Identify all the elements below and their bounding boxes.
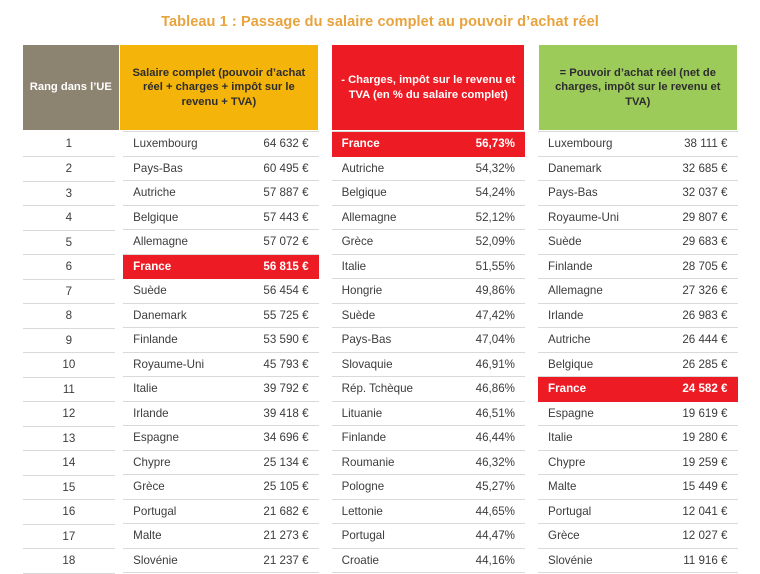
power-country: Irlande [548, 308, 584, 322]
charges-country: Pologne [341, 480, 385, 494]
salary-country: France [133, 259, 172, 273]
salary-country: Suède [133, 284, 167, 298]
charges-country: Croatie [341, 553, 379, 567]
charges-cell [332, 304, 525, 329]
salary-value: 25 105 € [263, 480, 309, 494]
column-gap [319, 377, 332, 402]
salary-value: 55 725 € [263, 308, 309, 322]
salary-cell [119, 157, 318, 182]
power-value: 26 285 € [682, 357, 728, 371]
charges-cell [332, 475, 525, 500]
rank-cell: 13 [23, 426, 120, 451]
column-gap [525, 157, 538, 182]
power-value: 26 983 € [682, 308, 728, 322]
header-charges: - Charges, impôt sur le revenu et TVA (en % du salaire complet) [332, 45, 525, 131]
column-gap [319, 304, 332, 329]
table-row [23, 377, 738, 402]
power-cell [538, 131, 737, 157]
page-title: Tableau 1 : Passage du salaire complet au pouvoir d’achat réel [161, 14, 599, 30]
table-row [23, 549, 738, 574]
salary-value: 34 696 € [263, 431, 309, 445]
power-cell [538, 402, 737, 427]
column-gap [319, 328, 332, 353]
power-value: 26 444 € [682, 333, 728, 347]
salary-country: Finlande [133, 333, 178, 347]
power-country: Portugal [548, 504, 592, 518]
charges-value: 49,86% [475, 284, 515, 298]
power-cell [538, 304, 737, 329]
charges-value: 46,44% [475, 431, 515, 445]
power-country: Royaume-Uni [548, 210, 619, 224]
power-cell [538, 181, 737, 206]
power-cell [538, 426, 737, 451]
table-row [23, 353, 738, 378]
charges-cell [332, 500, 525, 525]
power-cell [538, 377, 737, 402]
salary-cell [119, 255, 318, 280]
charges-cell [332, 279, 525, 304]
column-gap [319, 255, 332, 280]
power-country: Suède [548, 235, 582, 249]
table-row [23, 426, 738, 451]
power-country: Allemagne [548, 284, 603, 298]
power-country: Espagne [548, 406, 594, 420]
salary-value: 39 418 € [263, 406, 309, 420]
charges-cell [332, 549, 525, 574]
charges-country: Lituanie [341, 406, 383, 420]
charges-cell [332, 328, 525, 353]
salary-country: Danemark [133, 308, 187, 322]
rank-cell: 7 [23, 279, 120, 304]
charges-cell [332, 524, 525, 549]
charges-value: 44,65% [475, 504, 515, 518]
salary-cell [119, 181, 318, 206]
rank-cell: 1 [23, 131, 120, 157]
charges-cell [332, 181, 525, 206]
power-cell [538, 475, 737, 500]
salary-cell [119, 304, 318, 329]
header-row [23, 45, 738, 131]
column-gap [319, 157, 332, 182]
salary-value: 60 495 € [263, 161, 309, 175]
salary-cell [119, 426, 318, 451]
column-gap [319, 426, 332, 451]
header-gap-2 [525, 45, 538, 131]
salary-cell [119, 451, 318, 476]
column-gap [319, 549, 332, 574]
column-gap [319, 230, 332, 255]
table-header [23, 45, 738, 131]
rank-cell: 9 [23, 328, 120, 353]
power-value: 12 027 € [682, 529, 728, 543]
power-value: 29 807 € [682, 210, 728, 224]
charges-value: 47,42% [475, 308, 515, 322]
salary-country: Royaume-Uni [133, 357, 205, 371]
power-value: 19 619 € [682, 406, 728, 420]
power-country: Grèce [548, 529, 580, 543]
column-gap [525, 304, 538, 329]
column-gap [525, 451, 538, 476]
charges-country: Suède [341, 308, 376, 322]
rank-cell: 10 [23, 353, 120, 378]
column-gap [525, 131, 538, 157]
salary-cell [119, 377, 318, 402]
power-country: Pays-Bas [548, 186, 598, 200]
charges-cell [332, 131, 525, 157]
rank-cell: 15 [23, 475, 120, 500]
column-gap [525, 500, 538, 525]
power-cell [538, 157, 737, 182]
table-row [23, 500, 738, 525]
rank-cell: 3 [23, 181, 120, 206]
rank-cell: 16 [23, 500, 120, 525]
power-cell [538, 279, 737, 304]
charges-value: 52,09% [475, 235, 515, 249]
salary-value: 21 237 € [263, 553, 309, 567]
power-value: 15 449 € [682, 480, 728, 494]
salary-country: Pays-Bas [133, 161, 183, 175]
column-gap [525, 328, 538, 353]
table-row [23, 304, 738, 329]
charges-value: 52,12% [475, 210, 515, 224]
power-value: 32 685 € [682, 161, 728, 175]
table-row [23, 402, 738, 427]
charges-cell [332, 377, 525, 402]
column-gap [319, 500, 332, 525]
charges-country: Allemagne [341, 210, 397, 224]
power-value: 19 259 € [682, 455, 728, 469]
salary-value: 57 443 € [263, 210, 309, 224]
header-power: = Pouvoir d’achat réel (net de charges, impôt sur le revenu et TVA) [538, 45, 737, 131]
salary-value: 45 793 € [263, 357, 309, 371]
power-country: Belgique [548, 357, 594, 371]
salary-country: Slovénie [133, 553, 178, 567]
salary-cell [119, 230, 318, 255]
power-value: 12 041 € [682, 504, 728, 518]
salary-value: 53 590 € [263, 333, 309, 347]
charges-cell [332, 451, 525, 476]
rank-cell: 18 [23, 549, 120, 574]
charges-value: 54,24% [475, 186, 515, 200]
salary-cell [119, 206, 318, 231]
power-cell [538, 500, 737, 525]
charges-value: 46,91% [475, 357, 515, 371]
power-value: 11 916 € [683, 553, 728, 567]
power-value: 19 280 € [682, 431, 728, 445]
rank-cell: 8 [23, 304, 120, 329]
power-country: Danemark [548, 161, 602, 175]
column-gap [525, 475, 538, 500]
power-value: 28 705 € [682, 259, 728, 273]
column-gap [525, 402, 538, 427]
charges-value: 46,32% [475, 455, 515, 469]
charges-country: Hongrie [341, 284, 383, 298]
column-gap [525, 230, 538, 255]
charges-country: Pays-Bas [341, 333, 392, 347]
salary-cell [119, 475, 318, 500]
salary-country: Irlande [133, 406, 169, 420]
rank-cell: 6 [23, 255, 120, 280]
salary-cell [119, 524, 318, 549]
header-rank: Rang dans l’UE [23, 45, 120, 131]
power-cell [538, 230, 737, 255]
power-value: 24 582 € [682, 382, 728, 396]
charges-country: Rép. Tchèque [341, 382, 413, 396]
salary-value: 56 815 € [263, 259, 309, 273]
salary-country: Chypre [133, 455, 171, 469]
power-country: Malte [548, 480, 577, 494]
power-country: Finlande [548, 259, 593, 273]
charges-country: Slovaquie [341, 357, 393, 371]
column-gap [525, 255, 538, 280]
charges-country: Grèce [341, 235, 374, 249]
table-row [23, 279, 738, 304]
salary-country: Portugal [133, 504, 177, 518]
charges-cell [332, 353, 525, 378]
salary-value: 56 454 € [263, 284, 309, 298]
rank-cell: 12 [23, 402, 120, 427]
salary-country: Luxembourg [133, 137, 198, 151]
salary-country: Malte [133, 529, 162, 543]
charges-cell [332, 402, 525, 427]
power-country: Chypre [548, 455, 586, 469]
rank-cell: 14 [23, 451, 120, 476]
salary-country: Grèce [133, 480, 165, 494]
power-country: Luxembourg [548, 137, 613, 151]
charges-value: 54,32% [475, 161, 515, 175]
table-row [23, 181, 738, 206]
power-cell [538, 353, 737, 378]
column-gap [319, 181, 332, 206]
main-table [22, 44, 738, 574]
power-cell [538, 451, 737, 476]
header-gap-1 [319, 45, 332, 131]
salary-value: 57 887 € [263, 186, 309, 200]
charges-country: Roumanie [341, 455, 395, 469]
charges-cell [332, 255, 525, 280]
salary-value: 57 072 € [263, 235, 309, 249]
column-gap [525, 353, 538, 378]
power-cell [538, 328, 737, 353]
charges-cell [332, 206, 525, 231]
rank-cell: 5 [23, 230, 120, 255]
column-gap [319, 206, 332, 231]
power-country: Slovénie [548, 553, 593, 567]
table-row [23, 230, 738, 255]
charges-value: 51,55% [475, 259, 515, 273]
salary-cell [119, 500, 318, 525]
column-gap [525, 426, 538, 451]
table-row [23, 255, 738, 280]
charges-cell [332, 426, 525, 451]
rank-cell: 4 [23, 206, 120, 231]
rank-cell: 2 [23, 157, 120, 182]
charges-country: France [341, 137, 380, 151]
power-cell [538, 206, 737, 231]
column-gap [525, 181, 538, 206]
table-row [23, 475, 738, 500]
salary-value: 39 792 € [263, 382, 309, 396]
salary-country: Belgique [133, 210, 179, 224]
rank-cell: 11 [23, 377, 120, 402]
charges-country: Italie [341, 259, 367, 273]
power-value: 27 326 € [682, 284, 728, 298]
column-gap [525, 524, 538, 549]
table-row [23, 206, 738, 231]
charges-cell [332, 157, 525, 182]
table-body [23, 131, 738, 574]
salary-value: 21 273 € [263, 529, 309, 543]
table-row [23, 157, 738, 182]
column-gap [319, 475, 332, 500]
rank-cell: 17 [23, 524, 120, 549]
column-gap [525, 206, 538, 231]
column-gap [525, 279, 538, 304]
charges-country: Autriche [341, 161, 385, 175]
salary-value: 64 632 € [263, 137, 309, 151]
column-gap [319, 524, 332, 549]
column-gap [319, 402, 332, 427]
power-country: France [548, 382, 587, 396]
power-country: Autriche [548, 333, 591, 347]
salary-country: Allemagne [133, 235, 188, 249]
charges-country: Belgique [341, 186, 387, 200]
salary-value: 25 134 € [263, 455, 309, 469]
table-row [23, 524, 738, 549]
charges-country: Finlande [341, 431, 387, 445]
salary-country: Autriche [133, 186, 176, 200]
charges-cell [332, 230, 525, 255]
table-row [23, 131, 738, 157]
table-row [23, 451, 738, 476]
power-cell [538, 524, 737, 549]
header-salary: Salaire complet (pouvoir d’achat réel + charges + impôt sur le revenu + TVA) [119, 45, 318, 131]
salary-cell [119, 131, 318, 157]
column-gap [319, 451, 332, 476]
salary-cell [119, 279, 318, 304]
salary-country: Italie [133, 382, 158, 396]
power-value: 38 111 € [684, 137, 728, 151]
salary-country: Espagne [133, 431, 179, 445]
charges-value: 44,47% [475, 529, 515, 543]
power-value: 32 037 € [682, 186, 728, 200]
column-gap [525, 377, 538, 402]
column-gap [525, 549, 538, 574]
charges-value: 45,27% [475, 480, 515, 494]
salary-cell [119, 402, 318, 427]
power-value: 29 683 € [682, 235, 728, 249]
charges-value: 46,51% [475, 406, 515, 420]
column-gap [319, 353, 332, 378]
power-cell [538, 549, 737, 574]
charges-country: Portugal [341, 529, 385, 543]
charges-value: 56,73% [475, 137, 515, 151]
salary-cell [119, 549, 318, 574]
charges-value: 46,86% [475, 382, 515, 396]
charges-country: Lettonie [341, 504, 383, 518]
column-gap [319, 131, 332, 157]
salary-cell [119, 328, 318, 353]
salary-value: 21 682 € [263, 504, 309, 518]
charges-value: 47,04% [475, 333, 515, 347]
column-gap [319, 279, 332, 304]
power-cell [538, 255, 737, 280]
charges-value: 44,16% [475, 553, 515, 567]
power-country: Italie [548, 431, 573, 445]
salary-cell [119, 353, 318, 378]
table-row [23, 328, 738, 353]
